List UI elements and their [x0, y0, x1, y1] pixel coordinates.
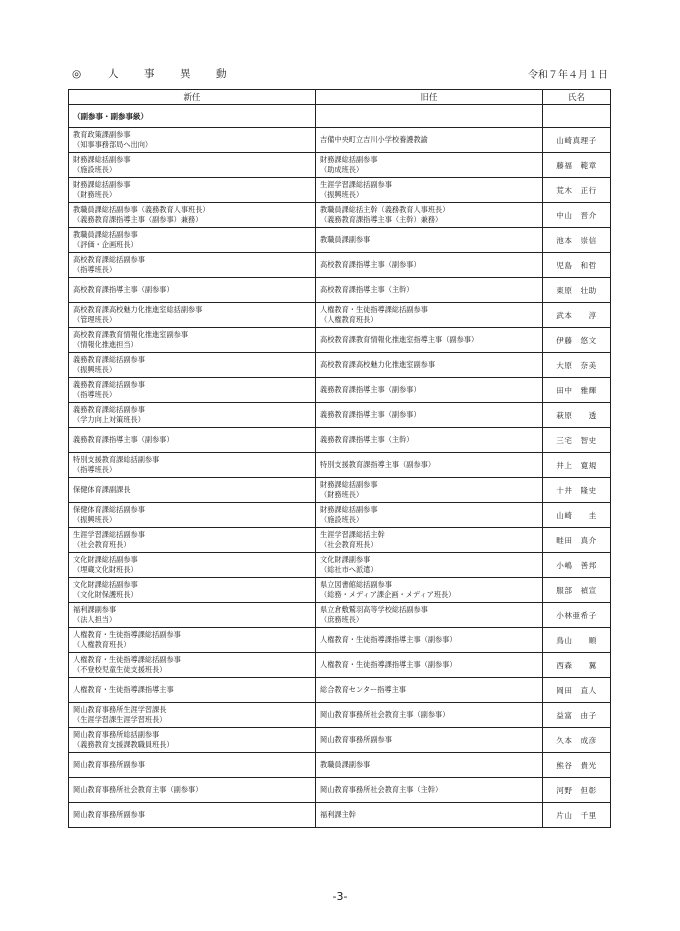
former-post-line: （総務・メディア課企画・メディア班長） — [320, 590, 456, 599]
table-row — [69, 528, 611, 553]
table-header-row — [69, 90, 611, 105]
person-name-cell: 井上 寛規 — [543, 453, 611, 478]
former-post-line: （施設班長） — [320, 515, 364, 524]
former-post-line: 生涯学習課総括主幹 — [320, 530, 385, 539]
title-char: 人 — [108, 68, 119, 80]
new-post-line: 保健体育課副課長 — [73, 485, 131, 494]
new-post-line: 高校教育課高校魅力化推進室総括副参事 — [73, 305, 203, 314]
new-post-line: 義務教育課指導主事（副参事） — [73, 435, 174, 444]
former-post-cell — [316, 778, 543, 803]
new-post-cell — [69, 378, 316, 403]
new-post-cell — [69, 353, 316, 378]
new-post-cell — [69, 128, 316, 153]
former-post-cell — [316, 153, 543, 178]
former-post-line: 教職員課副参事 — [320, 235, 371, 244]
former-post-line: （人権教育班長） — [320, 315, 378, 324]
new-post-line: 生涯学習課総括副参事 — [73, 530, 145, 539]
new-post-line: 保健体育課総括副参事 — [73, 505, 145, 514]
page-number: -3- — [332, 890, 348, 903]
table-row — [69, 178, 611, 203]
new-post-cell — [69, 253, 316, 278]
former-post-cell — [316, 428, 543, 453]
section-empty-cell — [543, 105, 611, 128]
former-post-cell — [316, 578, 543, 603]
personnel-table — [68, 89, 611, 828]
former-post-cell — [316, 703, 543, 728]
table-row — [69, 578, 611, 603]
person-name-cell: 岡田 直人 — [543, 678, 611, 703]
former-post-line: （総社市へ派遣） — [320, 565, 378, 574]
former-post-line: 教職員課副参事 — [320, 760, 371, 769]
new-post-line: 人権教育・生徒指導課総括副参事 — [73, 655, 181, 664]
table-row — [69, 553, 611, 578]
new-post-cell — [69, 528, 316, 553]
former-post-line: 県立図書館総括副参事 — [320, 580, 392, 589]
new-post-line: （生涯学習課生涯学習班長） — [73, 715, 167, 724]
new-post-line: （義務教育課指導主事（副参事）兼務） — [73, 215, 203, 224]
new-post-line: 教職員課総括副参事 — [73, 230, 138, 239]
table-row — [69, 253, 611, 278]
document-date: 令和７年４月１日 — [528, 70, 608, 81]
person-name-cell: 中山 晋介 — [543, 203, 611, 228]
title-char: 事 — [144, 68, 155, 80]
new-post-cell — [69, 803, 316, 828]
former-post-line: 高校教育課指導主事（副参事） — [320, 260, 421, 269]
column-header-former-post: 旧任 — [316, 90, 543, 105]
new-post-line: （評価・企画班長） — [73, 240, 138, 249]
new-post-cell — [69, 603, 316, 628]
table-body — [69, 105, 611, 828]
new-post-line: 高校教育課教育情報化推進室副参事 — [73, 330, 189, 339]
person-name-cell: 熊谷 貴光 — [543, 753, 611, 778]
former-post-line: 県立倉敷鷲羽高等学校総括副参事 — [320, 605, 428, 614]
section-empty-cell — [316, 105, 543, 128]
person-name-cell: 河野 但彰 — [543, 778, 611, 803]
former-post-line: 岡山教育事務所副参事 — [320, 735, 392, 744]
new-post-cell — [69, 228, 316, 253]
table-row — [69, 353, 611, 378]
new-post-cell — [69, 653, 316, 678]
former-post-line: 人権教育・生徒指導課指導主事（副参事） — [320, 660, 457, 669]
former-post-cell — [316, 253, 543, 278]
former-post-cell — [316, 728, 543, 753]
person-name-cell: 藤福 範章 — [543, 153, 611, 178]
former-post-line: 生涯学習課総括副参事 — [320, 180, 392, 189]
new-post-cell — [69, 403, 316, 428]
former-post-line: 義務教育課指導主事（副参事） — [320, 385, 421, 394]
new-post-line: 教育政策課副参事 — [73, 130, 131, 139]
new-post-line: （管理班長） — [73, 315, 117, 324]
new-post-line: （法人担当） — [73, 615, 117, 624]
former-post-line: （振興班長） — [320, 190, 364, 199]
former-post-line: 高校教育課指導主事（主幹） — [320, 285, 414, 294]
former-post-cell — [316, 303, 543, 328]
document-title — [72, 66, 227, 81]
former-post-cell — [316, 603, 543, 628]
new-post-line: 義務教育課総括副参事 — [73, 380, 145, 389]
title-mark: ◎ — [72, 68, 82, 80]
former-post-line: （義務教育課指導主事（主幹）兼務） — [320, 215, 443, 224]
person-name-cell: 西森 翼 — [543, 653, 611, 678]
former-post-cell — [316, 228, 543, 253]
person-name-cell: 池本 崇信 — [543, 228, 611, 253]
new-post-line: （指導班長） — [73, 390, 117, 399]
new-post-line: 財務課総括副参事 — [73, 155, 131, 164]
new-post-cell — [69, 453, 316, 478]
person-name-cell: 小林亜希子 — [543, 603, 611, 628]
former-post-line: 人権教育・生徒指導課指導主事（副参事） — [320, 635, 457, 644]
new-post-line: 福利課副参事 — [73, 605, 117, 614]
new-post-line: 岡山教育事務所社会教育主事（副参事） — [73, 785, 203, 794]
former-post-cell — [316, 403, 543, 428]
person-name-cell: 児島 和哲 — [543, 253, 611, 278]
person-name-cell: 益富 由子 — [543, 703, 611, 728]
person-name-cell: 久本 成彦 — [543, 728, 611, 753]
new-post-cell — [69, 678, 316, 703]
former-post-cell — [316, 128, 543, 153]
former-post-cell — [316, 628, 543, 653]
new-post-cell — [69, 703, 316, 728]
former-post-line: 吉備中央町立吉川小学校養護教諭 — [320, 135, 428, 144]
new-post-line: （文化財保護班長） — [73, 590, 138, 599]
table-row — [69, 678, 611, 703]
table-row — [69, 203, 611, 228]
title-char: 異 — [180, 68, 191, 80]
former-post-cell — [316, 178, 543, 203]
former-post-line: 教職員課総括主幹（義務教育人事班長） — [320, 205, 450, 214]
person-name-cell: 田中 雅輝 — [543, 378, 611, 403]
new-post-line: （学力向上対策班長） — [73, 415, 145, 424]
table-row — [69, 728, 611, 753]
former-post-line: 義務教育課指導主事（副参事） — [320, 410, 421, 419]
former-post-line: 特別支援教育課指導主事（副参事） — [320, 460, 436, 469]
former-post-line: 財務課総括副参事 — [320, 505, 378, 514]
table-row — [69, 603, 611, 628]
table-row — [69, 328, 611, 353]
new-post-line: （施設班長） — [73, 165, 117, 174]
former-post-cell — [316, 353, 543, 378]
new-post-cell — [69, 178, 316, 203]
new-post-cell — [69, 628, 316, 653]
former-post-line: 人権教育・生徒指導課総括副参事 — [320, 305, 428, 314]
new-post-line: （指導班長） — [73, 465, 117, 474]
former-post-line: 岡山教育事務所社会教育主事（主幹） — [320, 785, 443, 794]
new-post-line: （知事事務部局へ出向） — [73, 140, 153, 149]
new-post-cell — [69, 303, 316, 328]
person-name-cell: 東原 壮助 — [543, 278, 611, 303]
new-post-cell — [69, 753, 316, 778]
new-post-line: 教職員課総括副参事（義務教育人事班長） — [73, 205, 210, 214]
new-post-line: 岡山教育事務所生涯学習課長 — [73, 705, 167, 714]
person-name-cell: 小嶋 善邦 — [543, 553, 611, 578]
person-name-cell: 十井 隆史 — [543, 478, 611, 503]
new-post-line: （振興班長） — [73, 365, 117, 374]
former-post-line: 財務課総括副参事 — [320, 480, 378, 489]
table-row — [69, 503, 611, 528]
former-post-line: （財務班長） — [320, 490, 364, 499]
new-post-line: 義務教育課総括副参事 — [73, 355, 145, 364]
new-post-cell — [69, 503, 316, 528]
new-post-cell — [69, 578, 316, 603]
former-post-cell — [316, 378, 543, 403]
column-header-name: 氏名 — [543, 90, 611, 105]
new-post-line: 特別支援教育課総括副参事 — [73, 455, 160, 464]
table-row — [69, 153, 611, 178]
title-char: 動 — [216, 68, 227, 80]
table-row — [69, 228, 611, 253]
former-post-cell — [316, 453, 543, 478]
former-post-cell — [316, 653, 543, 678]
person-name-cell: 萩原 透 — [543, 403, 611, 428]
new-post-cell — [69, 478, 316, 503]
former-post-line: 文化財課副参事 — [320, 555, 371, 564]
former-post-line: （社会教育班長） — [320, 540, 378, 549]
table-row — [69, 128, 611, 153]
new-post-line: （情報化推進担当） — [73, 340, 138, 349]
person-name-cell: 服部 禎宣 — [543, 578, 611, 603]
former-post-line: （助成班長） — [320, 165, 364, 174]
former-post-cell — [316, 203, 543, 228]
former-post-cell — [316, 803, 543, 828]
person-name-cell: 荒木 正行 — [543, 178, 611, 203]
table-row — [69, 278, 611, 303]
table-row — [69, 628, 611, 653]
person-name-cell: 武本 淳 — [543, 303, 611, 328]
new-post-line: 岡山教育事務所副参事 — [73, 810, 145, 819]
person-name-cell: 大原 奈美 — [543, 353, 611, 378]
new-post-line: 高校教育課総括副参事 — [73, 255, 145, 264]
new-post-line: 岡山教育事務所副参事 — [73, 760, 145, 769]
person-name-cell: 片山 千里 — [543, 803, 611, 828]
new-post-line: 義務教育課総括副参事 — [73, 405, 145, 414]
former-post-cell — [316, 478, 543, 503]
table-row — [69, 303, 611, 328]
new-post-line: 文化財課総括副参事 — [73, 580, 138, 589]
former-post-cell — [316, 553, 543, 578]
new-post-line: （義務教育支援課教職員班長） — [73, 740, 174, 749]
new-post-cell — [69, 428, 316, 453]
table-row — [69, 803, 611, 828]
former-post-line: 総合教育センター指導主事 — [320, 685, 406, 694]
new-post-line: 文化財課総括副参事 — [73, 555, 138, 564]
former-post-line: 財務課総括副参事 — [320, 155, 378, 164]
new-post-line: （埋蔵文化財班長） — [73, 565, 138, 574]
new-post-line: （社会教育班長） — [73, 540, 131, 549]
new-post-line: 人権教育・生徒指導課指導主事 — [73, 685, 174, 694]
new-post-line: （財務班長） — [73, 190, 117, 199]
former-post-cell — [316, 528, 543, 553]
new-post-line: 岡山教育事務所総括副参事 — [73, 730, 160, 739]
new-post-cell — [69, 778, 316, 803]
new-post-cell — [69, 153, 316, 178]
person-name-cell: 山崎 圭 — [543, 503, 611, 528]
section-label: （副参事・副参事級） — [69, 105, 316, 128]
table-row — [69, 703, 611, 728]
former-post-cell — [316, 753, 543, 778]
new-post-cell — [69, 203, 316, 228]
new-post-cell — [69, 728, 316, 753]
person-name-cell: 三宅 智史 — [543, 428, 611, 453]
new-post-line: （人権教育班長） — [73, 640, 131, 649]
new-post-line: 高校教育課指導主事（副参事） — [73, 285, 174, 294]
table-row — [69, 453, 611, 478]
section-row — [69, 105, 611, 128]
new-post-line: （不登校児童生徒支援班長） — [73, 665, 167, 674]
person-name-cell: 鳥山 順 — [543, 628, 611, 653]
new-post-line: （振興班長） — [73, 515, 117, 524]
person-name-cell: 伊藤 悠文 — [543, 328, 611, 353]
new-post-line: 人権教育・生徒指導課総括副参事 — [73, 630, 181, 639]
former-post-cell — [316, 678, 543, 703]
column-header-new-post: 新任 — [69, 90, 316, 105]
new-post-cell — [69, 278, 316, 303]
table-row — [69, 428, 611, 453]
person-name-cell: 畦田 真介 — [543, 528, 611, 553]
former-post-line: 福利課主幹 — [320, 810, 356, 819]
former-post-cell — [316, 328, 543, 353]
former-post-cell — [316, 278, 543, 303]
table-row — [69, 378, 611, 403]
table-row — [69, 403, 611, 428]
former-post-cell — [316, 503, 543, 528]
new-post-cell — [69, 553, 316, 578]
table-row — [69, 478, 611, 503]
new-post-line: 財務課総括副参事 — [73, 180, 131, 189]
new-post-line: （指導班長） — [73, 265, 117, 274]
person-name-cell: 山崎真理子 — [543, 128, 611, 153]
former-post-line: 高校教育課教育情報化推進室指導主事（副参事） — [320, 335, 479, 344]
table-row — [69, 778, 611, 803]
new-post-cell — [69, 328, 316, 353]
table-row — [69, 653, 611, 678]
former-post-line: 義務教育課指導主事（主幹） — [320, 435, 414, 444]
former-post-line: 岡山教育事務所社会教育主事（副参事） — [320, 710, 450, 719]
table-row — [69, 753, 611, 778]
former-post-line: （庶務班長） — [320, 615, 364, 624]
former-post-line: 高校教育課高校魅力化推進室副参事 — [320, 360, 436, 369]
